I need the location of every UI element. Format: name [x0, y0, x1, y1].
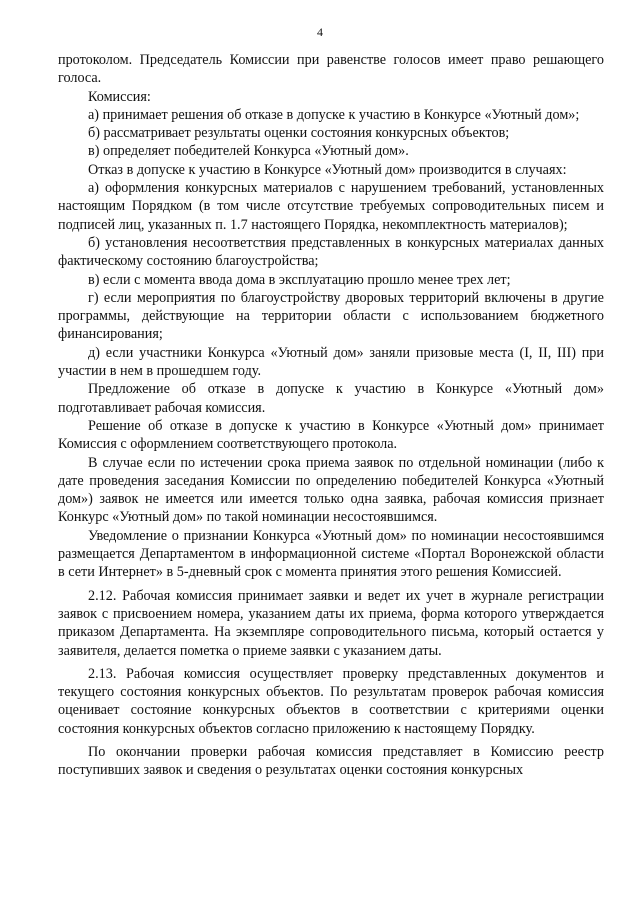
paragraph: Комиссия: — [88, 88, 151, 105]
paragraph: г) если мероприятия по благоустройству дворовых территорий включены в другие программы, действующие на территории области с использованием бюджетного финансирования; — [58, 289, 604, 343]
page-number: 4 — [317, 25, 323, 39]
paragraph: б) установления несоответствия представленных в конкурсных материалах данных фактическому состоянию благоустройства; — [58, 234, 604, 270]
paragraph: протоколом. Председатель Комиссии при равенстве голосов имеет право решающего голоса. — [58, 52, 604, 87]
paragraph: 2.12. Рабочая комиссия принимает заявки и ведет их учет в журнале регистрации заявок с присвоением номера, указанием даты их приема, форма которого утверждается приказом Департамента. На экземпляре сопроводительного письма, который остается у заявителя, делается пометка о приеме заявки с указанием даты. — [58, 587, 604, 659]
paragraph: а) оформления конкурсных материалов с нарушением требований, установленных настоящим Порядком (в том числе отсутствие требуемых сопроводительных писем и подписей лиц, указанных п. 1.7 настоящего Порядка, некомплектность материалов); — [58, 180, 604, 233]
paragraph: В случае если по истечении срока приема заявок по отдельной номинации (либо к дате проведения заседания Комиссии по определению победителей Конкурса «Уютный дом») заявок не имеется или имеется только одна заявка, рабочая комиссия признает Конкурс «Уютный дом» по такой номинации несостоявшимся. — [58, 454, 604, 526]
paragraph: Решение об отказе в допуске к участию в Конкурсе «Уютный дом» принимает Комиссия с оформлением соответствующего протокола. — [58, 417, 604, 453]
document-body — [58, 51, 604, 780]
paragraph: в) определяет победителей Конкурса «Уютный дом». — [88, 143, 409, 160]
paragraph: а) принимает решения об отказе в допуске к участию в Конкурсе «Уютный дом»; — [88, 106, 580, 123]
paragraph: Уведомление о признании Конкурса «Уютный дом» по номинации несостоявшимся размещается Департаментом в информационной системе «Портал Воронежской области в сети Интернет» в 5-дневный срок с момента принятия этого решения Комиссией. — [58, 527, 604, 581]
paragraph: б) рассматривает результаты оценки состояния конкурсных объектов; — [88, 125, 510, 142]
paragraph: д) если участники Конкурса «Уютный дом» заняли призовые места (I, II, III) при участии в нем в прошедшем году. — [58, 344, 604, 380]
paragraph: в) если с момента ввода дома в эксплуатацию прошло менее трех лет; — [88, 271, 511, 288]
paragraph: 2.13. Рабочая комиссия осуществляет проверку представленных документов и текущего состояния конкурсных объектов. По результатам проверок рабочая комиссия оценивает состояние конкурсных объектов в соответствии с критериями оценки состояния конкурсных объектов согласно приложению к настоящему Порядку. — [58, 665, 604, 737]
paragraph: Предложение об отказе в допуске к участию в Конкурсе «Уютный дом» подготавливает рабочая комиссия. — [58, 381, 604, 416]
paragraph: Отказ в допуске к участию в Конкурсе «Уютный дом» производится в случаях: — [88, 161, 567, 178]
paragraph: По окончании проверки рабочая комиссия представляет в Комиссию реестр поступивших заявок и сведения о результатах оценки состояния конкурсных — [58, 743, 604, 779]
